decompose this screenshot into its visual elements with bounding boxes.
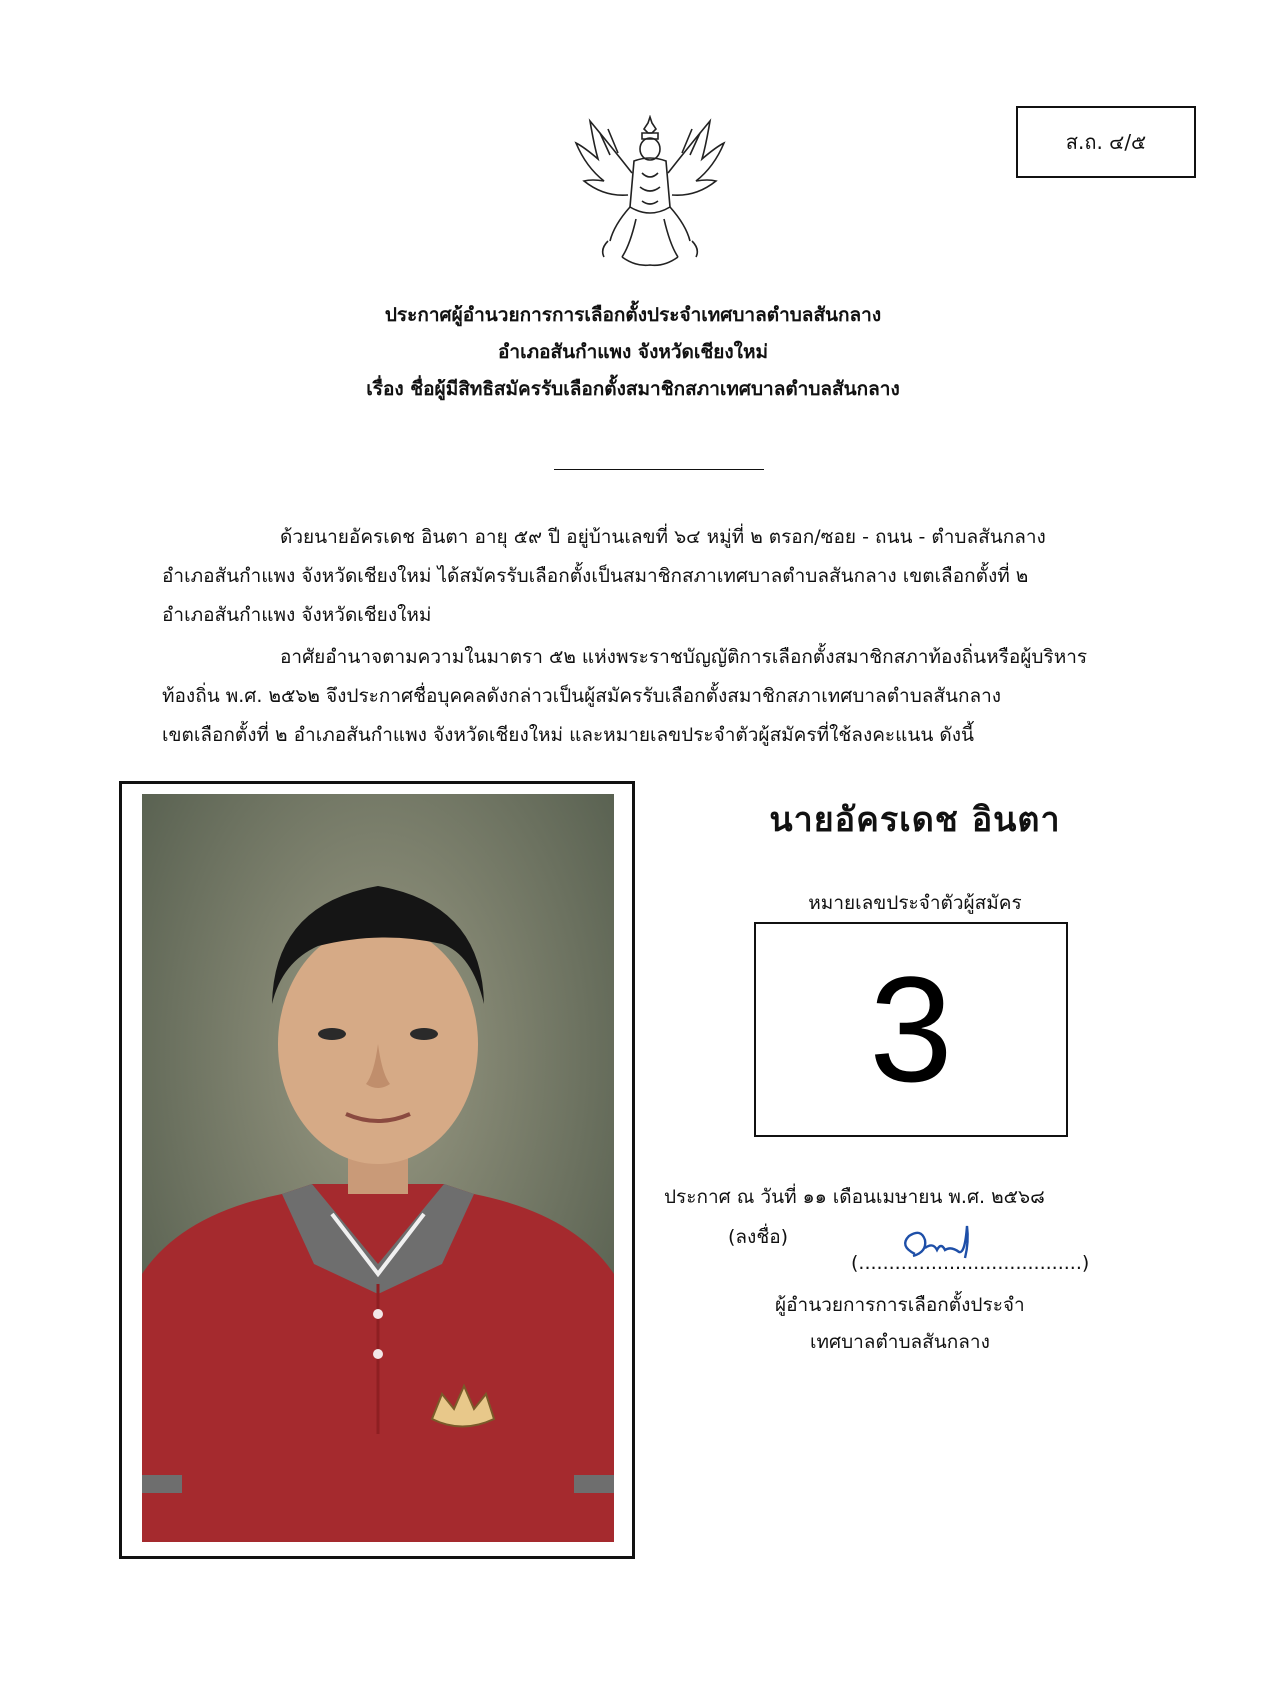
candidate-number: 3 <box>869 945 953 1113</box>
divider <box>554 469 764 470</box>
paragraph-line: อำเภอสันกำแพง จังหวัดเชียงใหม่ ได้สมัครรับเลือกตั้งเป็นสมาชิกสภาเทศบาลตำบลสันกลาง เขตเลือกตั้งที่ ๒ <box>162 565 1029 587</box>
form-code: ส.ถ. ๔/๕ <box>1065 130 1147 154</box>
announcement-subject: เรื่อง ชื่อผู้มีสิทธิสมัครรับเลือกตั้งสมาชิกสภาเทศบาลตำบลสันกลาง <box>366 378 900 400</box>
candidate-number-label: หมายเลขประจำตัวผู้สมัคร <box>808 892 1022 914</box>
paragraph-line: เขตเลือกตั้งที่ ๒ อำเภอสันกำแพง จังหวัดเชียงใหม่ และหมายเลขประจำตัวผู้สมัครที่ใช้ลงคะแนน ดังนี้ <box>162 724 974 746</box>
signed-label: (ลงชื่อ) <box>728 1226 789 1248</box>
paragraph-applicant <box>162 518 1142 635</box>
form-code-box <box>1016 106 1196 178</box>
signature-line: (.....................................) <box>851 1252 1090 1274</box>
candidate-photo-frame <box>119 781 635 1559</box>
signer-role-line1: ผู้อำนวยการการเลือกตั้งประจำ <box>775 1294 1025 1316</box>
announcement-title: ประกาศผู้อำนวยการการเลือกตั้งประจำเทศบาลตำบลสันกลาง <box>384 304 882 326</box>
paragraph-line: อาศัยอำนาจตามความในมาตรา ๕๒ แห่งพระราชบัญญัติการเลือกตั้งสมาชิกสภาท้องถิ่นหรือผู้บริหาร <box>280 646 1088 668</box>
signer-role-line2: เทศบาลตำบลสันกลาง <box>810 1331 990 1353</box>
candidate-number-box <box>754 922 1068 1137</box>
candidate-name: นายอัครเดช อินตา <box>769 800 1061 840</box>
garuda-emblem-icon <box>570 115 730 275</box>
candidate-photo <box>142 794 614 1542</box>
paragraph-line: ท้องถิ่น พ.ศ. ๒๕๖๒ จึงประกาศชื่อบุคคลดังกล่าวเป็นผู้สมัครรับเลือกตั้งสมาชิกสภาเทศบาลตำบลสันกลาง <box>162 685 1002 707</box>
paragraph-line: ด้วยนายอัครเดช อินตา อายุ ๕๙ ปี อยู่บ้านเลขที่ ๖๔ หมู่ที่ ๒ ตรอก/ซอย - ถนน - ตำบลสันกลาง <box>280 526 1046 548</box>
announcement-district: อำเภอสันกำแพง จังหวัดเชียงใหม่ <box>498 341 768 363</box>
announce-date: ประกาศ ณ วันที่ ๑๑ เดือนเมษายน พ.ศ. ๒๕๖๘ <box>664 1186 1045 1208</box>
paragraph-authority <box>162 638 1142 755</box>
paragraph-line: อำเภอสันกำแพง จังหวัดเชียงใหม่ <box>162 604 432 626</box>
